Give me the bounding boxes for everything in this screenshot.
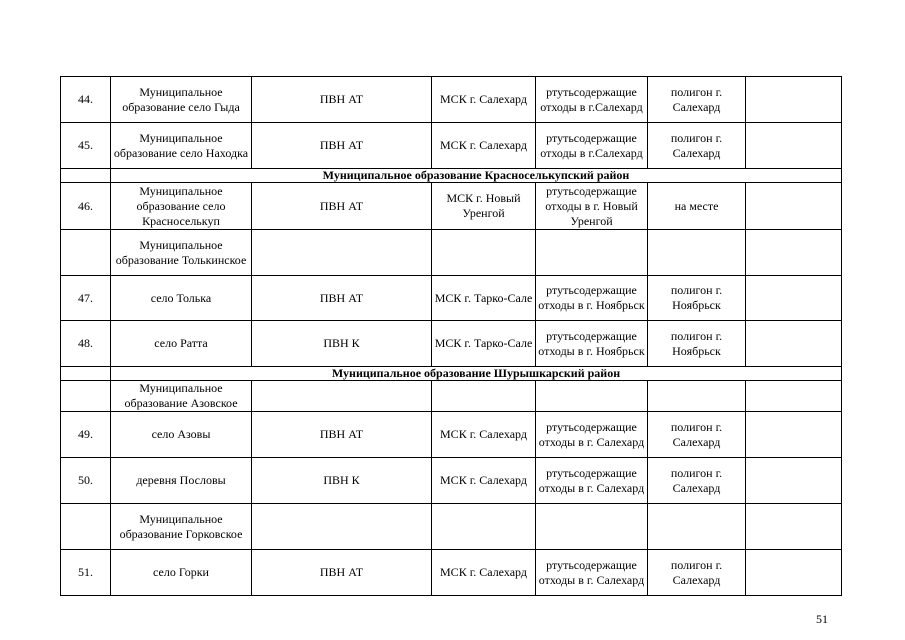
disposal-site-cell: полигон г. Салехард [648,550,746,596]
notes-cell [746,321,842,367]
row-number-cell: 44. [61,77,111,123]
municipality-cell: Муниципальное образование село Красноселькуп [111,183,252,230]
municipality-cell: деревня Пословы [111,458,252,504]
collection-point-cell [252,230,432,276]
waste-type-cell [536,381,648,412]
municipality-cell: село Толька [111,276,252,321]
notes-cell [746,504,842,550]
waste-type-cell: ртутьсодержащие отходы в г. Ноябрьск [536,276,648,321]
collection-point-cell: ПВН АТ [252,276,432,321]
row-number-cell [61,230,111,276]
collection-point-cell: ПВН АТ [252,183,432,230]
collection-point-cell [252,381,432,412]
page-number: 51 [816,612,828,626]
table-row [61,77,842,123]
notes-cell [746,550,842,596]
collection-point-cell: ПВН К [252,321,432,367]
municipality-cell: село Ратта [111,321,252,367]
waste-type-cell: ртутьсодержащие отходы в г. Салехард [536,550,648,596]
table-row [61,381,842,412]
municipality-cell: село Азовы [111,412,252,458]
table-row [61,550,842,596]
municipality-cell: Муниципальное образование село Находка [111,123,252,169]
notes-cell [746,276,842,321]
disposal-site-cell [648,230,746,276]
municipality-cell: село Горки [111,550,252,596]
disposal-site-cell: на месте [648,183,746,230]
storage-location-cell: МСК г. Салехард [432,458,536,504]
storage-location-cell: МСК г. Салехард [432,550,536,596]
municipality-cell: Муниципальное образование Толькинское [111,230,252,276]
table-row [61,123,842,169]
row-number-cell: 47. [61,276,111,321]
storage-location-cell [432,504,536,550]
disposal-site-cell: полигон г. Салехард [648,412,746,458]
table-row [61,504,842,550]
collection-point-cell: ПВН К [252,458,432,504]
notes-cell [746,183,842,230]
table-row [61,276,842,321]
row-number-cell [61,381,111,412]
waste-type-cell: ртутьсодержащие отходы в г. Новый Уренгой [536,183,648,230]
section-header-row [61,169,842,183]
waste-disposal-table [60,76,842,596]
storage-location-cell: МСК г. Салехард [432,412,536,458]
table-row [61,321,842,367]
collection-point-cell: ПВН АТ [252,550,432,596]
storage-location-cell: МСК г. Новый Уренгой [432,183,536,230]
table-row [61,412,842,458]
waste-type-cell: ртутьсодержащие отходы в г. Салехард [536,458,648,504]
storage-location-cell: МСК г. Тарко-Сале [432,321,536,367]
storage-location-cell [432,381,536,412]
waste-type-cell: ртутьсодержащие отходы в г. Салехард [536,412,648,458]
collection-point-cell [252,504,432,550]
storage-location-cell: МСК г. Тарко-Сале [432,276,536,321]
municipality-cell: Муниципальное образование Азовское [111,381,252,412]
storage-location-cell: МСК г. Салехард [432,77,536,123]
row-number-cell: 49. [61,412,111,458]
collection-point-cell: ПВН АТ [252,123,432,169]
disposal-site-cell: полигон г. Салехард [648,458,746,504]
disposal-site-cell: полигон г. Ноябрьск [648,321,746,367]
row-number-cell [61,504,111,550]
section-number-cell [61,367,111,381]
row-number-cell: 51. [61,550,111,596]
notes-cell [746,77,842,123]
waste-type-cell: ртутьсодержащие отходы в г.Салехард [536,123,648,169]
notes-cell [746,412,842,458]
disposal-site-cell: полигон г. Салехард [648,77,746,123]
disposal-site-cell [648,381,746,412]
section-number-cell [61,169,111,183]
disposal-site-cell: полигон г. Ноябрьск [648,276,746,321]
notes-cell [746,123,842,169]
waste-type-cell: ртутьсодержащие отходы в г.Салехард [536,77,648,123]
table-row [61,458,842,504]
disposal-site-cell: полигон г. Салехард [648,123,746,169]
notes-cell [746,458,842,504]
waste-type-cell [536,230,648,276]
disposal-site-cell [648,504,746,550]
waste-type-cell: ртутьсодержащие отходы в г. Ноябрьск [536,321,648,367]
municipality-cell: Муниципальное образование село Гыда [111,77,252,123]
table-row [61,183,842,230]
row-number-cell: 48. [61,321,111,367]
waste-type-cell [536,504,648,550]
section-title: Муниципальное образование Шурышкарский район [111,367,842,381]
row-number-cell: 50. [61,458,111,504]
row-number-cell: 45. [61,123,111,169]
storage-location-cell: МСК г. Салехард [432,123,536,169]
section-title: Муниципальное образование Красноселькупский район [111,169,842,183]
municipality-cell: Муниципальное образование Горковское [111,504,252,550]
notes-cell [746,230,842,276]
table-row [61,230,842,276]
collection-point-cell: ПВН АТ [252,412,432,458]
notes-cell [746,381,842,412]
section-header-row [61,367,842,381]
storage-location-cell [432,230,536,276]
row-number-cell: 46. [61,183,111,230]
collection-point-cell: ПВН АТ [252,77,432,123]
